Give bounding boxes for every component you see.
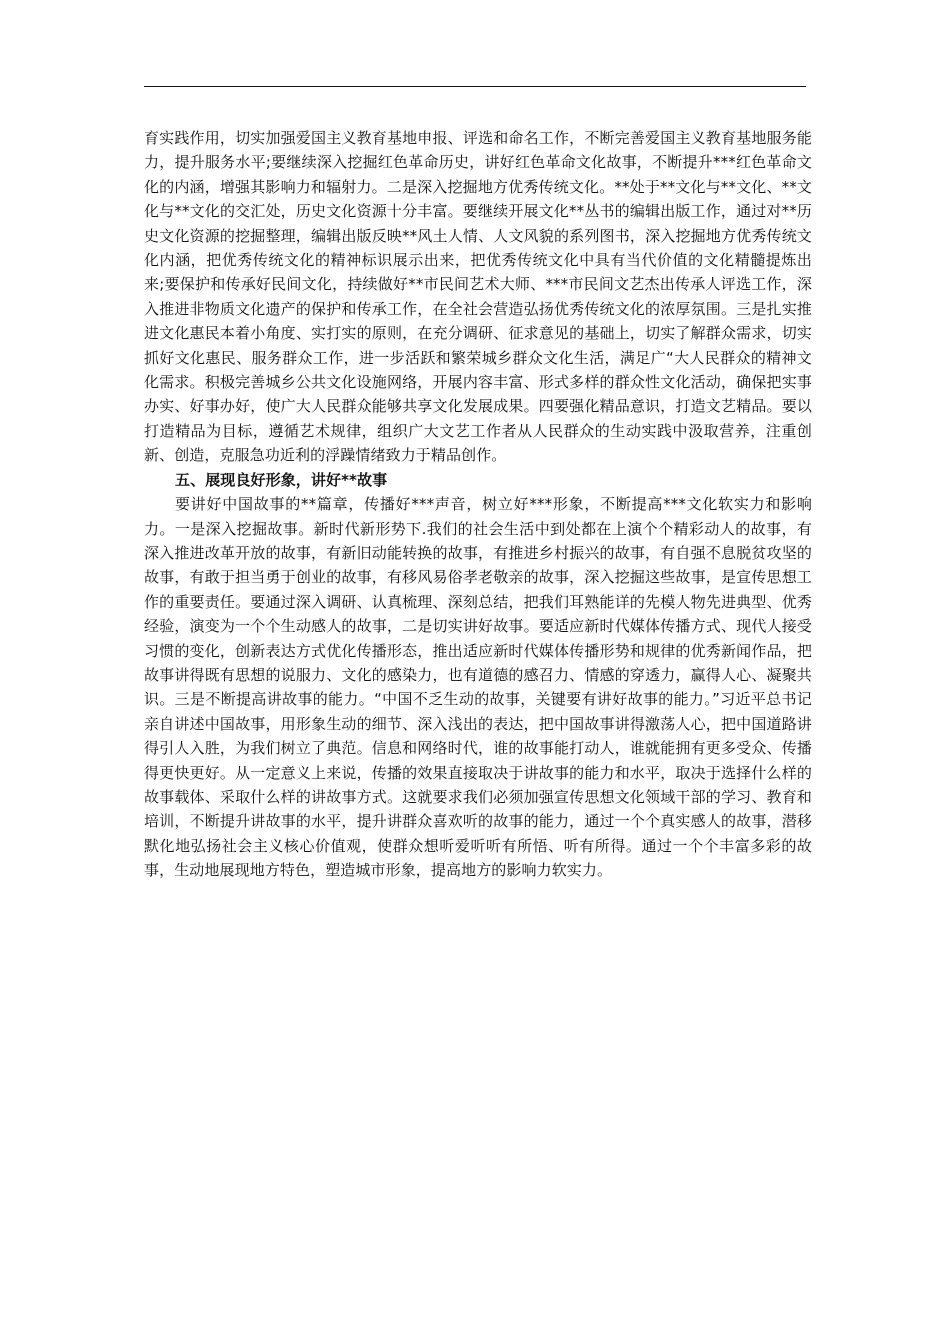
body-paragraph: 要讲好中国故事的**篇章，传播好***声音，树立好***形象，不断提高***文化软实力和影响力。一是深入挖掘故事。新时代新形势下.我们的社会生活中到处都在上演个个精彩动人的故事，有深入推进改革开放的故事，有新旧动能转换的故事，有推进乡村振兴的故事，有自强不息脱贫攻坚的故事，有敢于担当勇于创业的故事，有移风易俗孝老敬亲的故事，深入挖掘这些故事，是宣传思想工作的重要责任。要通过深入调研、认真梳理、深刻总结，把我们耳熟能详的先模人物先进典型、优秀经验，演变为一个个生动感人的故事，二是切实讲好故事。要适应新时代媒体传播方式、现代人接受习惯的变化，创新表达方式优化传播形态，推出适应新时代媒体传播形势和规律的优秀新闻作品，把故事讲得既有思想的说服力、文化的感染力，也有道德的感召力、情感的穿透力，赢得人心、凝聚共识。三是不断提高讲故事的能力。“中国不乏生动的故事，关键要有讲好故事的能力。”习近平总书记亲自讲述中国故事，用形象生动的细节、深入浅出的表达，把中国故事讲得激荡人心，把中国道路讲得引人入胜，为我们树立了典范。信息和网络时代，谁的故事能打动人，谁就能拥有更多受众、传播得更快更好。从一定意义上来说，传播的效果直接取决于讲故事的能力和水平，取决于选择什么样的故事载体、采取什么样的讲故事方式。这就要求我们必须加强宣传思想文化领域干部的学习、教育和培训，不断提升讲故事的水平，提升讲群众喜欢听的故事的能力，通过一个个真实感人的故事，潜移默化地弘扬社会主义核心价值观，使群众想听爱听听有所悟、听有所得。通过一个个丰富多彩的故事，生动地展现地方特色，塑造城市形象，提高地方的影响力软实力。: [144, 495, 812, 880]
header-rule: [144, 86, 806, 87]
body-paragraph: 育实践作用，切实加强爱国主义教育基地申报、评选和命名工作，不断完善爱国主义教育基地服务能力，提升服务水平;要继续深入挖掘红色革命历史，讲好红色革命文化故事，不断提升***红色革命文化的内涵，增强其影响力和辐射力。二是深入挖掘地方优秀传统文化。**处于**文化与**文化、**文化与**文化的交汇处，历史文化资源十分丰富。要继续开展文化**丛书的编辑出版工作，通过对**历史文化资源的挖掘整理，编辑出版反映**风土人情、人文风貌的系列图书，深入挖掘地方优秀传统文化内涵，把优秀传统文化的精神标识展示出来，把优秀传统文化中具有当代价值的文化精髓提炼出来;要保护和传承好民间文化，持续做好**市民间艺术大师、***市民间文艺杰出传承人评选工作，深入推进非物质文化遗产的保护和传承工作，在全社会营造弘扬优秀传统文化的浓厚氛围。三是扎实推进文化惠民本着小角度、实打实的原则，在充分调研、征求意见的基础上，切实了解群众需求，切实抓好文化惠民、服务群众工作，进一步活跃和繁荣城乡群众文化生活，满足广“大人民群众的精神文化需求。积极完善城乡公共文化设施网络，开展内容丰富、形式多样的群众性文化活动，确保把实事办实、好事办好，使广大人民群众能够共享文化发展成果。四要强化精品意识，打造文艺精品。要以打造精品为目标，遵循艺术规律，组织广大文艺工作者从人民群众的生动实践中汲取营养，注重创新、创造，克服急功近利的浮躁情绪致力于精品创作。: [144, 129, 812, 465]
document-body: [144, 126, 812, 883]
section-heading: 五、展现良好形象，讲好**故事: [175, 470, 388, 489]
